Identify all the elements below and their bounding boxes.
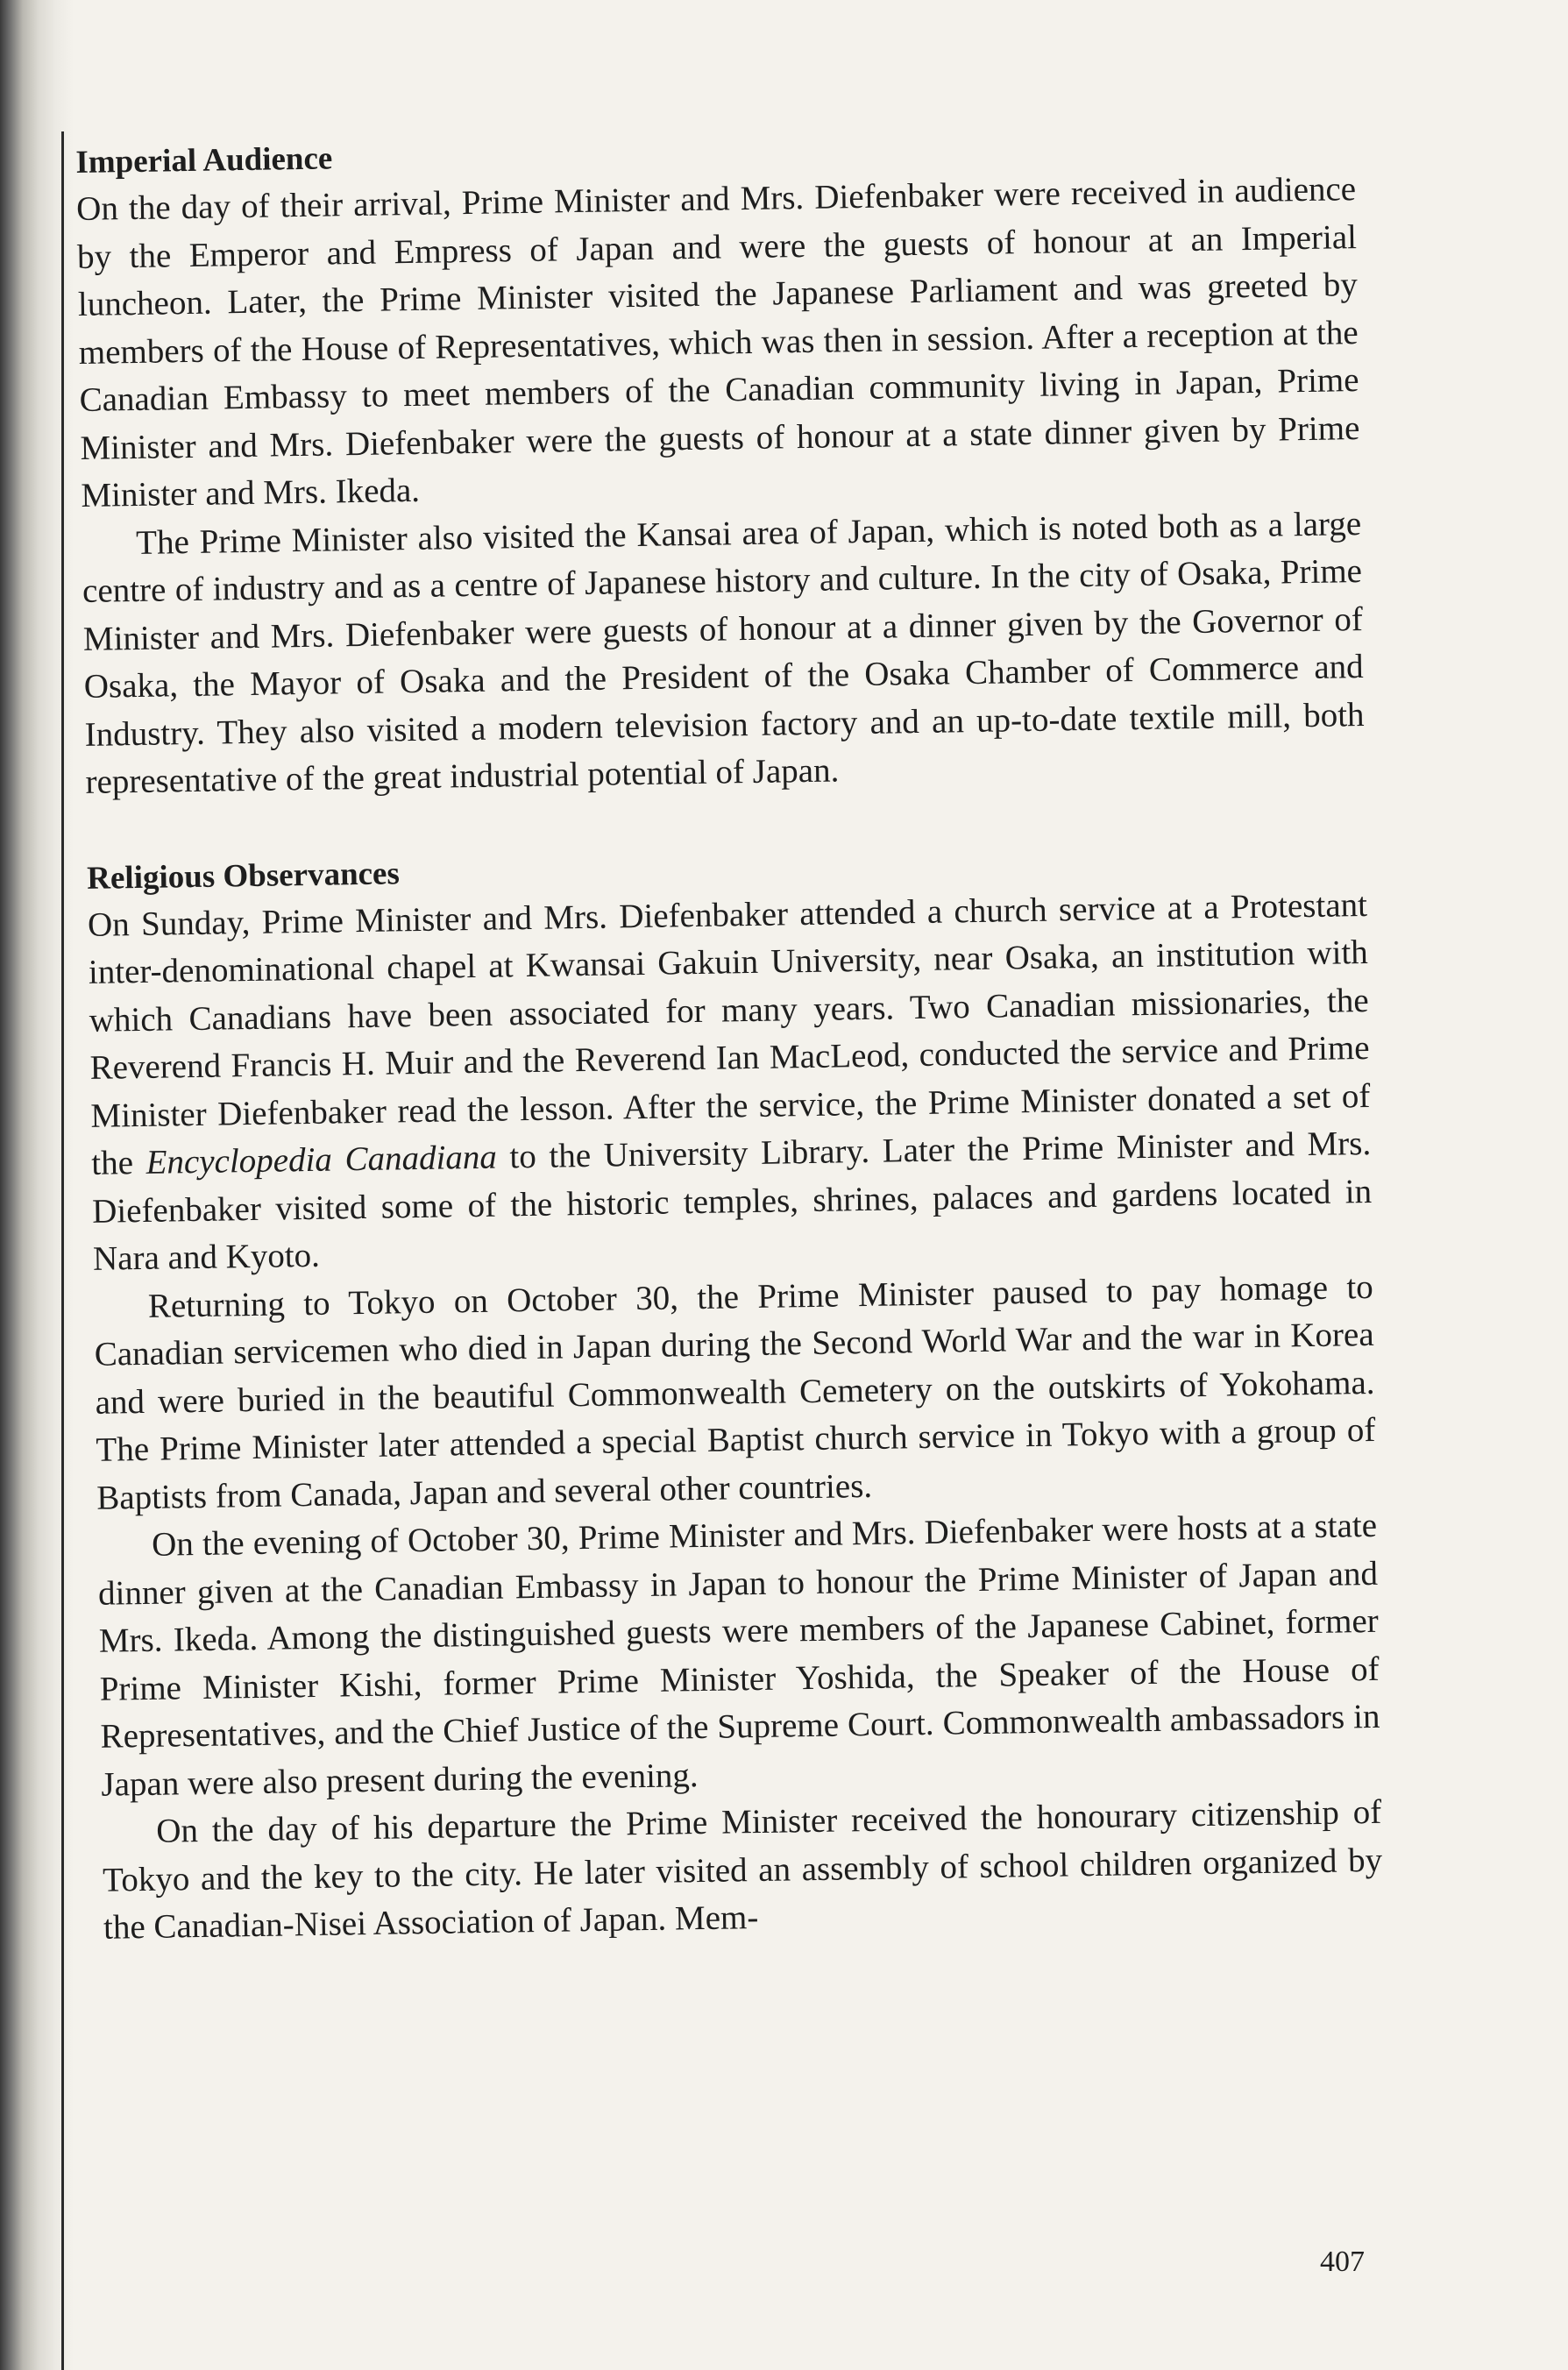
page-number: 407 xyxy=(1320,2246,1365,2278)
paragraph-kansai: The Prime Minister also visited the Kansai area of Japan, which is noted both as a large centre of industry and as a centre of Japanese history and culture. In the city of Osaka, Prime Minister and Mrs. Diefenbaker were guests of honour at a dinner given by the Governor of Osaka, the Mayor of Osaka and the President of the Osaka Chamber of Commerce and Industry. They also visited a modern television factory and an up-to-date textile mill, both representative of the great industrial potential of Japan. xyxy=(82,504,1365,801)
paragraph-returning-tokyo: Returning to Tokyo on October 30, the Prime Minister paused to pay homage to Canadian servicemen who died in Japan during the Second World War and the war in Korea and were buried in the beautiful Commonwealth Cemetery on the outskirts of Yokohama. The Prime Minister later attended a special Baptist church service in Tokyo with a group of Baptists from Canada, Japan and several other countries. xyxy=(94,1267,1376,1517)
paragraph-departure: On the day of his departure the Prime Minister received the honourary citizenship of Tokyo and the key to the city. He later visited an assembly of school children organized by the Canadian-Nisei Association of Japan. Mem- xyxy=(102,1792,1383,1947)
binding-line xyxy=(61,131,64,2370)
encyclopedia-title: Encyclopedia Canadiana xyxy=(145,1138,498,1181)
paragraph-sunday-service-part2: to the University Library. Later the Prime Minister and Mrs. Diefenbaker visited some of the historic temples, shrines, palaces and gardens located in Nara and Kyoto. xyxy=(91,1124,1373,1278)
paragraph-sunday-service-part1: On Sunday, Prime Minister and Mrs. Diefenbaker attended a church service at a Protestant inter-denominational chapel at Kwansai Gakuin University, near Osaka, an institution with which Canadians have been associated for many years. Two Canadian missionaries, the Reverend Francis H. Muir and the Reverend Ian MacLeod, conducted the service and Prime Minister Diefenbaker read the lesson. After the service, the Prime Minister donated a set of the xyxy=(87,885,1371,1182)
section-heading-imperial-audience: Imperial Audience xyxy=(75,140,333,181)
paragraph-arrival: On the day of their arrival, Prime Minister and Mrs. Diefenbaker were received in audience by the Emperor and Empress of Japan and were the guests of honour at an Imperial luncheon. Later, the Prime Minister visited the Japanese Parliament and was greeted by members of the House of Representatives, which was then in session. After a reception at the Canadian Embassy to meet members of the Canadian community living in Japan, Prime Minister and Mrs. Diefenbaker were the guests of honour at a state dinner given by Prime Minister and Mrs. Ikeda. xyxy=(75,170,1360,514)
section-heading-religious-observances: Religious Observances xyxy=(86,855,401,897)
paragraph-sunday-service xyxy=(88,881,1373,1283)
paragraph-state-dinner: On the evening of October 30, Prime Minister and Mrs. Diefenbaker were hosts at a state dinner given at the Canadian Embassy in Japan to honour the Prime Minister of Japan and Mrs. Ikeda. Among the distinguished guests were members of the Japanese Cabinet, former Prime Minister Kishi, former Prime Minister Yoshida, the Speaker of the House of Representatives, and the Chief Justice of the Supreme Court. Commonwealth ambassadors in Japan were also present during the evening. xyxy=(97,1506,1380,1804)
page-body xyxy=(75,120,1383,1952)
